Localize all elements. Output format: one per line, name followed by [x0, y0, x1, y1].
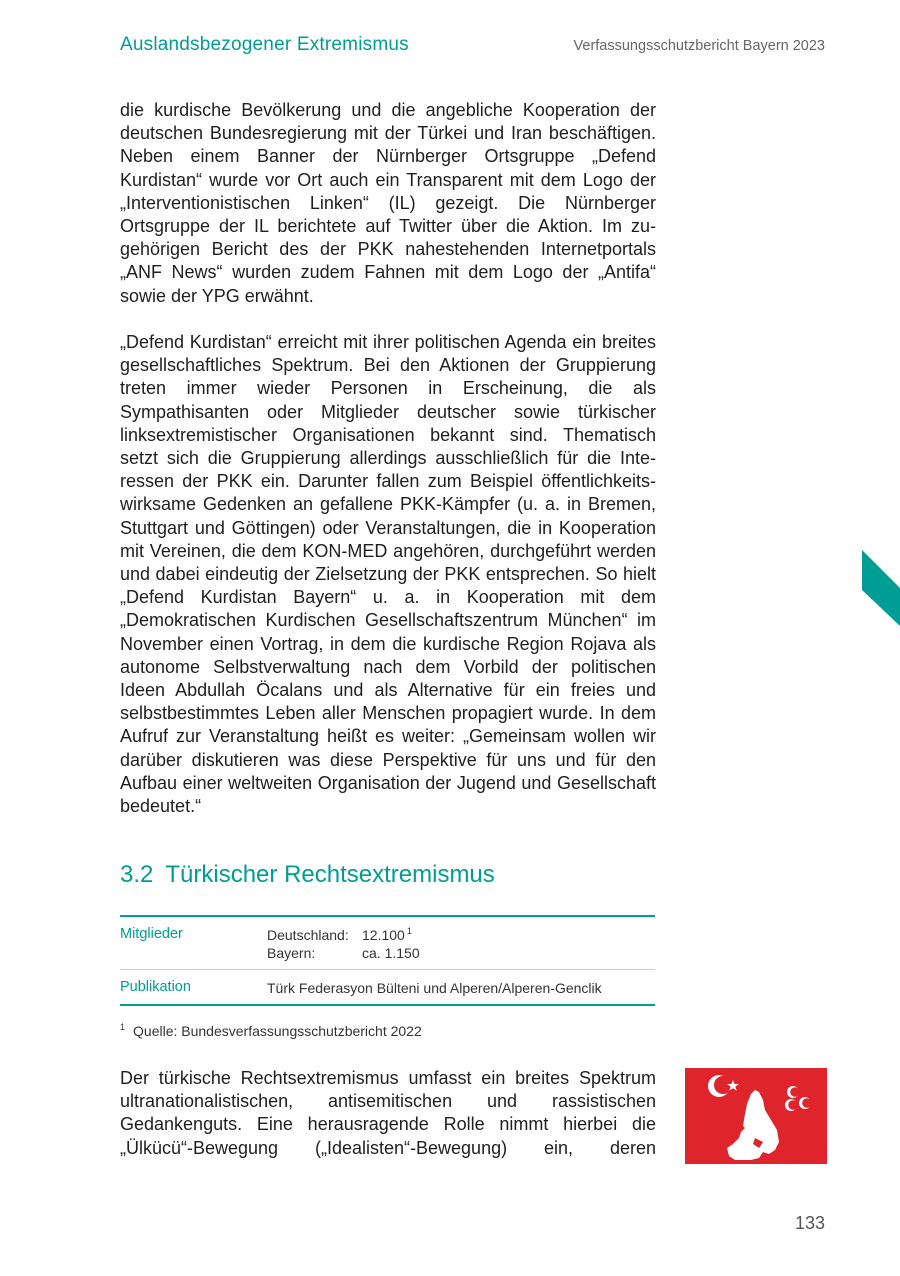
- section-number: 3.2: [120, 861, 154, 888]
- running-section-title: Auslandsbezogener Extremismus: [120, 34, 409, 55]
- germany-footnote-marker: 1: [406, 926, 412, 937]
- body-paragraph-3: Der türkische Rechtsextremismus umfasst ein breites Spektrum ultranationalistischen, antisemitischen und rassistischen Gedankenguts. Eine herausragende Rolle nimmt hierbei die „Ülkücü“-Bewegung („Idealisten“-Bewegung) ein, deren: [120, 1068, 656, 1158]
- section-title: Türkischer Rechtsextremismus: [165, 861, 495, 888]
- section-heading: [120, 861, 495, 889]
- members-label: Mitglieder: [120, 926, 183, 942]
- members-germany: [267, 926, 420, 944]
- members-bavaria: [267, 944, 420, 962]
- publication-label: Publikation: [120, 979, 191, 995]
- germany-count: 12.100: [362, 927, 405, 943]
- members-values: [267, 926, 420, 962]
- running-report-title: Verfassungsschutzbericht Bayern 2023: [573, 38, 825, 54]
- facts-row-publication: [120, 969, 655, 1004]
- footnote-text: Quelle: Bundesverfassungsschutzbericht 2022: [133, 1023, 422, 1039]
- footnote: [120, 1023, 422, 1039]
- germany-value: [362, 926, 412, 944]
- body-paragraph-1: die kurdische Bevölkerung und die angebliche Kooperation der deutschen Bundesregierung mit der Türkei und Iran beschäftigen. Neben einem Banner der Nürnberger Ortsgruppe „Defend Kurdistan“ wurde vor Ort auch ein Transparent mit dem Logo der „Interventionistischen Linken“ (IL) gezeigt. Die Nürnberger Ortsgruppe der IL berichtete auf Twitter über die Aktion. Im zugehörigen Bericht des der PKK nahestehenden Internetportals „ANF News“ wurden zudem Fahnen mit dem Logo der „Antifa“ sowie der YPG erwähnt.: [120, 100, 656, 306]
- facts-row-members: [120, 917, 655, 969]
- facts-table: [120, 915, 655, 1006]
- chapter-marker-tab: [862, 550, 900, 626]
- bavaria-label: Bayern:: [267, 945, 316, 961]
- bavaria-value: ca. 1.150: [362, 945, 420, 961]
- flag-icon: [685, 1068, 827, 1164]
- publication-value: Türk Federasyon Bülteni und Alperen/Alperen-Genclik: [267, 980, 602, 996]
- body-paragraph-2: „Defend Kurdistan“ erreicht mit ihrer politischen Agenda ein breites gesellschaftliches Spektrum. Bei den Aktionen der Gruppierung treten immer wieder Personen in Erscheinung, die als Sympathisanten oder Mitglieder deutscher sowie türkischer linksextremistischer Organisationen bekannt sind. Thematisch setzt sich die Gruppierung allerdings ausschließlich für die Interessen der PKK ein. Darunter fallen zum Beispiel öffentlichkeitswirksame Gedenken an gefallene PKK-Kämpfer (u. a. in Bremen, Stuttgart und Göttingen) oder Veranstaltungen, die in Kooperation mit Vereinen, die dem KON-MED angehören, durchgeführt werden und dabei eindeutig der Zielsetzung der PKK entsprechen. So hielt „Defend Kurdistan Bayern“ u. a. in Kooperation mit dem „Demokratischen Kurdischen Gesellschaftszentrum München“ im November einen Vortrag, in dem die kurdische Region Rojava als autonome Selbstverwaltung nach dem Vorbild der politischen Ideen Abdullah Öcalans und als Alternative für ein freies und selbstbestimmtes Leben aller Menschen propagiert wurde. In dem Aufruf zur Veranstaltung heißt es weiter: „Gemeinsam wollen wir darüber diskutieren was diese Perspektive für uns und für den Aufbau einer weltweiten Organisation der Jugend und Gesellschaft bedeutet.“: [120, 332, 656, 817]
- page-number: 133: [794, 1213, 825, 1233]
- germany-label: Deutschland:: [267, 927, 349, 943]
- footnote-marker: 1: [120, 1022, 126, 1033]
